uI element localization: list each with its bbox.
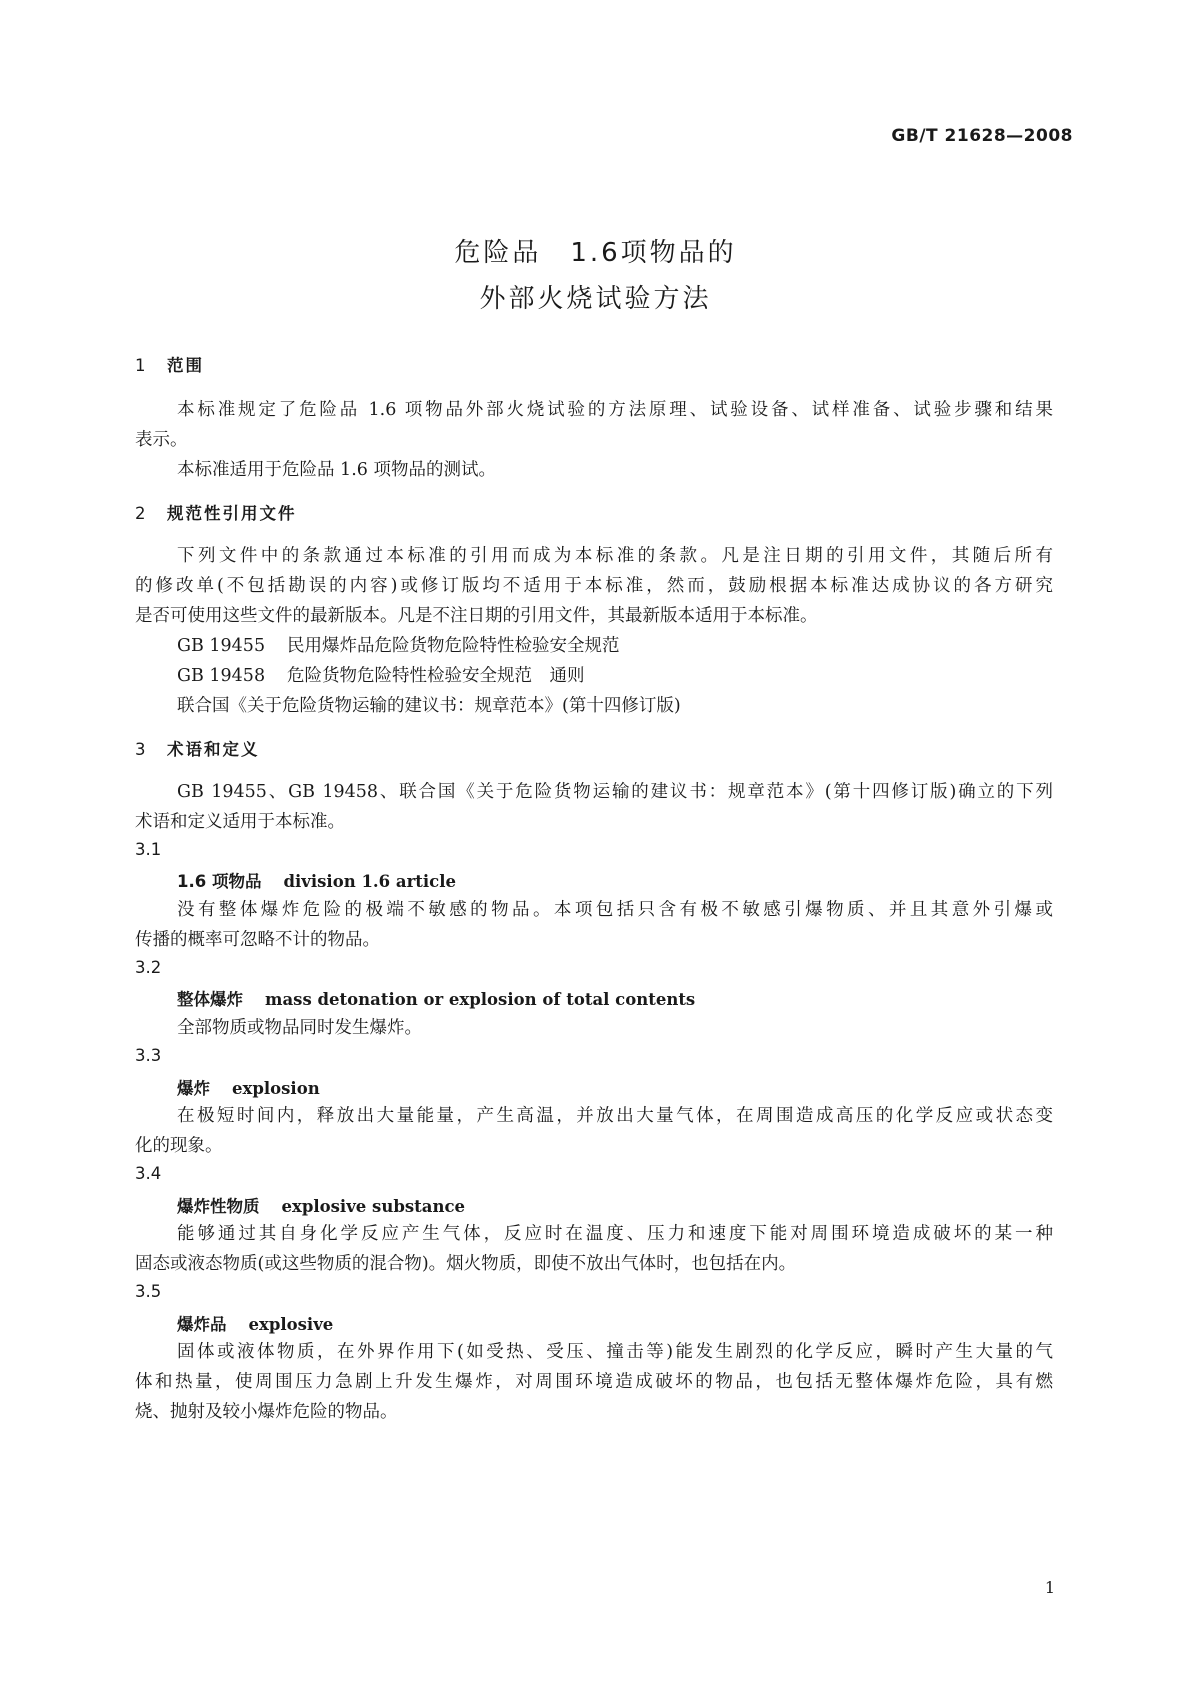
section-2-paragraph-line-2: 的修改单(不包括勘误的内容)或修订版均不适用于本标准，然而，鼓励根据本标准达成协议的各方研究 — [135, 576, 1053, 596]
clause-number: 3.4 — [135, 1164, 162, 1183]
document-title-line1: 危险品 1.6项物品的 — [454, 238, 737, 268]
section-3-paragraph-line-1: GB 19455、GB 19458、联合国《关于危险货物运输的建议书：规章范本》(第十四修订版)确立的下列 — [177, 782, 1053, 802]
term-definition-line: 传播的概率可忽略不计的物品。 — [135, 930, 380, 950]
term-heading: 爆炸 explosion — [177, 1079, 320, 1098]
section-2-heading: 2 规范性引用文件 — [135, 504, 297, 523]
term-definition-line: 烧、抛射及较小爆炸危险的物品。 — [135, 1402, 398, 1422]
reference-item: GB 19455 民用爆炸品危险货物危险特性检验安全规范 — [177, 636, 620, 656]
document-title-line2: 外部火烧试验方法 — [479, 284, 712, 314]
reference-item-un: 联合国《关于危险货物运输的建议书：规章范本》(第十四修订版) — [177, 696, 681, 716]
term-heading: 1.6 项物品 division 1.6 article — [177, 872, 456, 891]
term-definition-line: 全部物质或物品同时发生爆炸。 — [177, 1018, 422, 1038]
term-definition-line: 化的现象。 — [135, 1136, 223, 1156]
term-definition-line: 在极短时间内，释放出大量能量，产生高温，并放出大量气体，在周围造成高压的化学反应或状态变 — [177, 1106, 1053, 1126]
page-number: 1 — [1044, 1578, 1055, 1597]
clause-number: 3.2 — [135, 958, 162, 977]
section-2-paragraph-line-3: 是否可使用这些文件的最新版本。凡是不注日期的引用文件，其最新版本适用于本标准。 — [135, 606, 818, 626]
reference-item: GB 19458 危险货物危险特性检验安全规范 通则 — [177, 666, 585, 686]
term-heading: 爆炸品 explosive — [177, 1315, 334, 1334]
section-3-heading: 3 术语和定义 — [135, 740, 260, 759]
standard-code: GB/T 21628—2008 — [891, 126, 1073, 146]
term-heading: 整体爆炸 mass detonation or explosion of total contents — [177, 990, 696, 1009]
section-1-heading: 1 范围 — [135, 356, 204, 375]
term-definition-line: 体和热量，使周围压力急剧上升发生爆炸，对周围环境造成破坏的物品，也包括无整体爆炸危险，具有燃 — [135, 1372, 1053, 1392]
clause-number: 3.5 — [135, 1282, 162, 1301]
term-definition-line: 固态或液态物质(或这些物质的混合物)。烟火物质，即使不放出气体时，也包括在内。 — [135, 1254, 797, 1274]
section-1-paragraph-1-line-1: 本标准规定了危险品 1.6 项物品外部火烧试验的方法原理、试验设备、试样准备、试验步骤和结果 — [177, 400, 1053, 420]
section-1-paragraph-1-line-2: 表示。 — [135, 430, 188, 450]
term-heading: 爆炸性物质 explosive substance — [177, 1197, 465, 1216]
section-1-paragraph-2: 本标准适用于危险品 1.6 项物品的测试。 — [177, 460, 496, 480]
clause-number: 3.3 — [135, 1046, 162, 1065]
section-3-paragraph-line-2: 术语和定义适用于本标准。 — [135, 812, 345, 832]
term-definition-line: 没有整体爆炸危险的极端不敏感的物品。本项包括只含有极不敏感引爆物质、并且其意外引爆或 — [177, 900, 1053, 920]
term-definition-line: 固体或液体物质，在外界作用下(如受热、受压、撞击等)能发生剧烈的化学反应，瞬时产生大量的气 — [177, 1342, 1053, 1362]
section-2-paragraph-line-1: 下列文件中的条款通过本标准的引用而成为本标准的条款。凡是注日期的引用文件，其随后所有 — [177, 546, 1053, 566]
clause-number: 3.1 — [135, 840, 162, 859]
term-definition-line: 能够通过其自身化学反应产生气体，反应时在温度、压力和速度下能对周围环境造成破坏的某一种 — [177, 1224, 1053, 1244]
